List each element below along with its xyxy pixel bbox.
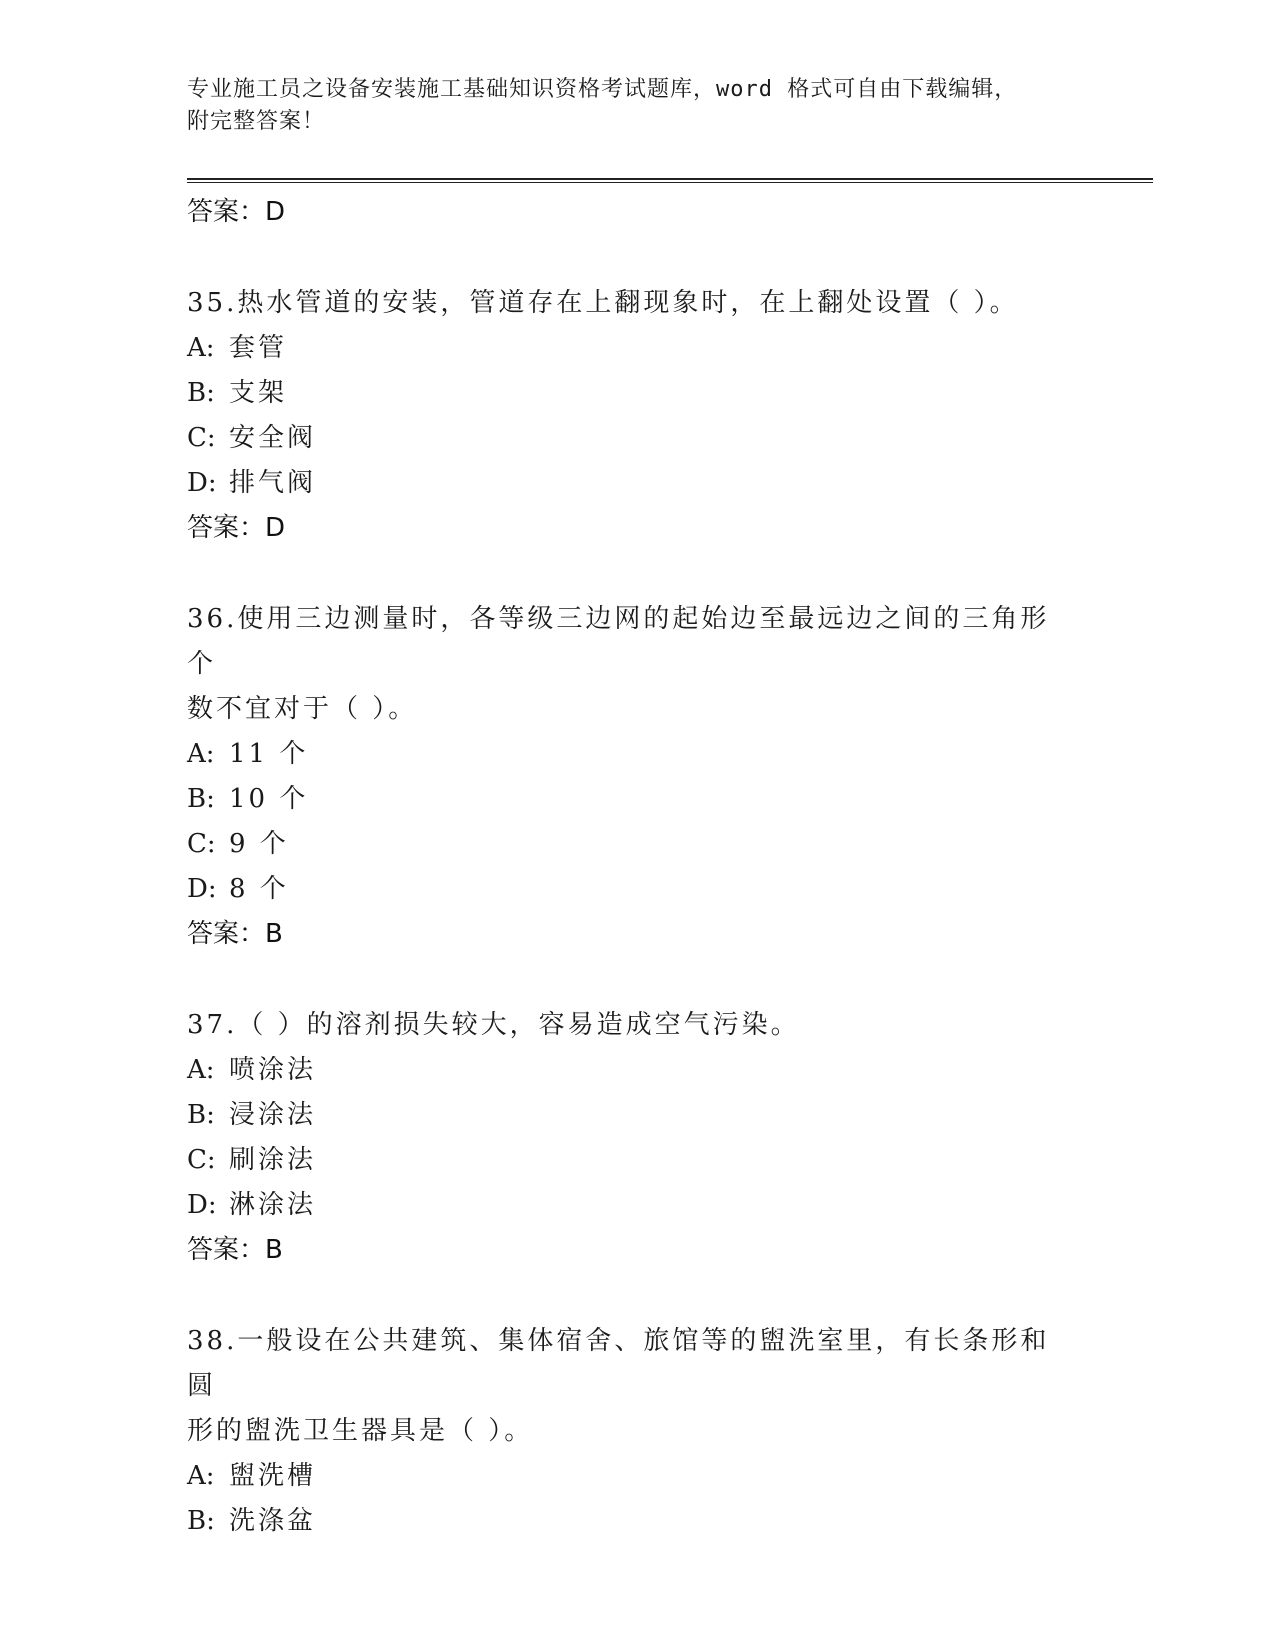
answer-prefix: 答案： bbox=[187, 919, 266, 949]
option-letter: B: bbox=[187, 784, 215, 814]
option-text: 支架 bbox=[229, 378, 288, 408]
answer-prefix: 答案： bbox=[187, 513, 266, 543]
question-stem: 37.（ ）的溶剂损失较大，容易造成空气污染。 bbox=[187, 1010, 800, 1040]
question-stem: 35.热水管道的安装，管道存在上翻现象时，在上翻处设置（ ）。 bbox=[187, 288, 1019, 318]
question-stem-line-1: 36.使用三边测量时，各等级三边网的起始边至最远边之间的三角形个 bbox=[187, 604, 1050, 679]
option-text: 喷涂法 bbox=[229, 1055, 317, 1085]
spacer bbox=[187, 551, 1087, 597]
option-b bbox=[187, 371, 1087, 416]
option-text: 套管 bbox=[229, 333, 288, 363]
option-b bbox=[187, 1499, 1087, 1544]
option-text: 刷涂法 bbox=[229, 1145, 317, 1175]
option-letter: A: bbox=[187, 1461, 215, 1491]
option-text: 9 个 bbox=[229, 829, 289, 859]
option-text: 淋涂法 bbox=[229, 1190, 317, 1220]
option-text: 浸涂法 bbox=[229, 1100, 317, 1130]
option-letter: A: bbox=[187, 739, 215, 769]
answer-line bbox=[187, 912, 1087, 957]
question-stem bbox=[187, 1319, 1077, 1454]
option-letter: C: bbox=[187, 829, 216, 859]
option-d bbox=[187, 461, 1087, 506]
spacer bbox=[187, 1273, 1087, 1319]
option-text: 10 个 bbox=[229, 784, 309, 814]
question-stem bbox=[187, 597, 1077, 732]
question-stem-line-2: 数不宜对于（ ）。 bbox=[187, 694, 418, 724]
option-letter: B: bbox=[187, 1506, 215, 1536]
option-letter: D: bbox=[187, 468, 217, 498]
answer-value: D bbox=[265, 513, 286, 543]
option-a bbox=[187, 1048, 1087, 1093]
spacer bbox=[187, 235, 1087, 281]
document-header bbox=[187, 74, 1067, 138]
header-title-line-2: 附完整答案！ bbox=[187, 109, 326, 134]
question-block-35 bbox=[187, 281, 1087, 551]
option-letter: A: bbox=[187, 1055, 215, 1085]
option-c bbox=[187, 822, 1087, 867]
header-title-line-1: 专业施工员之设备安装施工基础知识资格考试题库，word 格式可自由下载编辑， bbox=[187, 77, 1018, 102]
option-text: 安全阀 bbox=[229, 423, 317, 453]
spacer bbox=[187, 957, 1087, 1003]
question-list bbox=[187, 190, 1087, 1544]
option-d bbox=[187, 867, 1087, 912]
option-letter: B: bbox=[187, 378, 215, 408]
question-block-38 bbox=[187, 1319, 1087, 1544]
option-text: 排气阀 bbox=[229, 468, 317, 498]
header-divider bbox=[187, 178, 1153, 183]
option-text: 11 个 bbox=[229, 739, 309, 769]
option-c bbox=[187, 1138, 1087, 1183]
question-block-36 bbox=[187, 597, 1087, 957]
answer-line bbox=[187, 1228, 1087, 1273]
option-letter: C: bbox=[187, 423, 216, 453]
option-c bbox=[187, 416, 1087, 461]
option-letter: D: bbox=[187, 1190, 217, 1220]
answer-prefix: 答案： bbox=[187, 197, 266, 227]
option-text: 盥洗槽 bbox=[229, 1461, 317, 1491]
option-a bbox=[187, 1454, 1087, 1499]
answer-line bbox=[187, 506, 1087, 551]
answer-value: D bbox=[265, 197, 286, 227]
option-letter: A: bbox=[187, 333, 215, 363]
question-stem-line-1: 38.一般设在公共建筑、集体宿舍、旅馆等的盥洗室里，有长条形和圆 bbox=[187, 1326, 1050, 1401]
option-b bbox=[187, 1093, 1087, 1138]
question-stem-line-2: 形的盥洗卫生器具是（ ）。 bbox=[187, 1416, 534, 1446]
option-a bbox=[187, 326, 1087, 371]
answer-value: B bbox=[265, 919, 283, 949]
option-letter: D: bbox=[187, 874, 217, 904]
option-b bbox=[187, 777, 1087, 822]
answer-line-34 bbox=[187, 190, 1087, 235]
option-text: 8 个 bbox=[229, 874, 289, 904]
option-letter: C: bbox=[187, 1145, 216, 1175]
option-letter: B: bbox=[187, 1100, 215, 1130]
answer-prefix: 答案： bbox=[187, 1235, 266, 1265]
option-d bbox=[187, 1183, 1087, 1228]
option-a bbox=[187, 732, 1087, 777]
option-text: 洗涤盆 bbox=[229, 1506, 317, 1536]
question-block-37 bbox=[187, 1003, 1087, 1273]
answer-value: B bbox=[265, 1235, 283, 1265]
